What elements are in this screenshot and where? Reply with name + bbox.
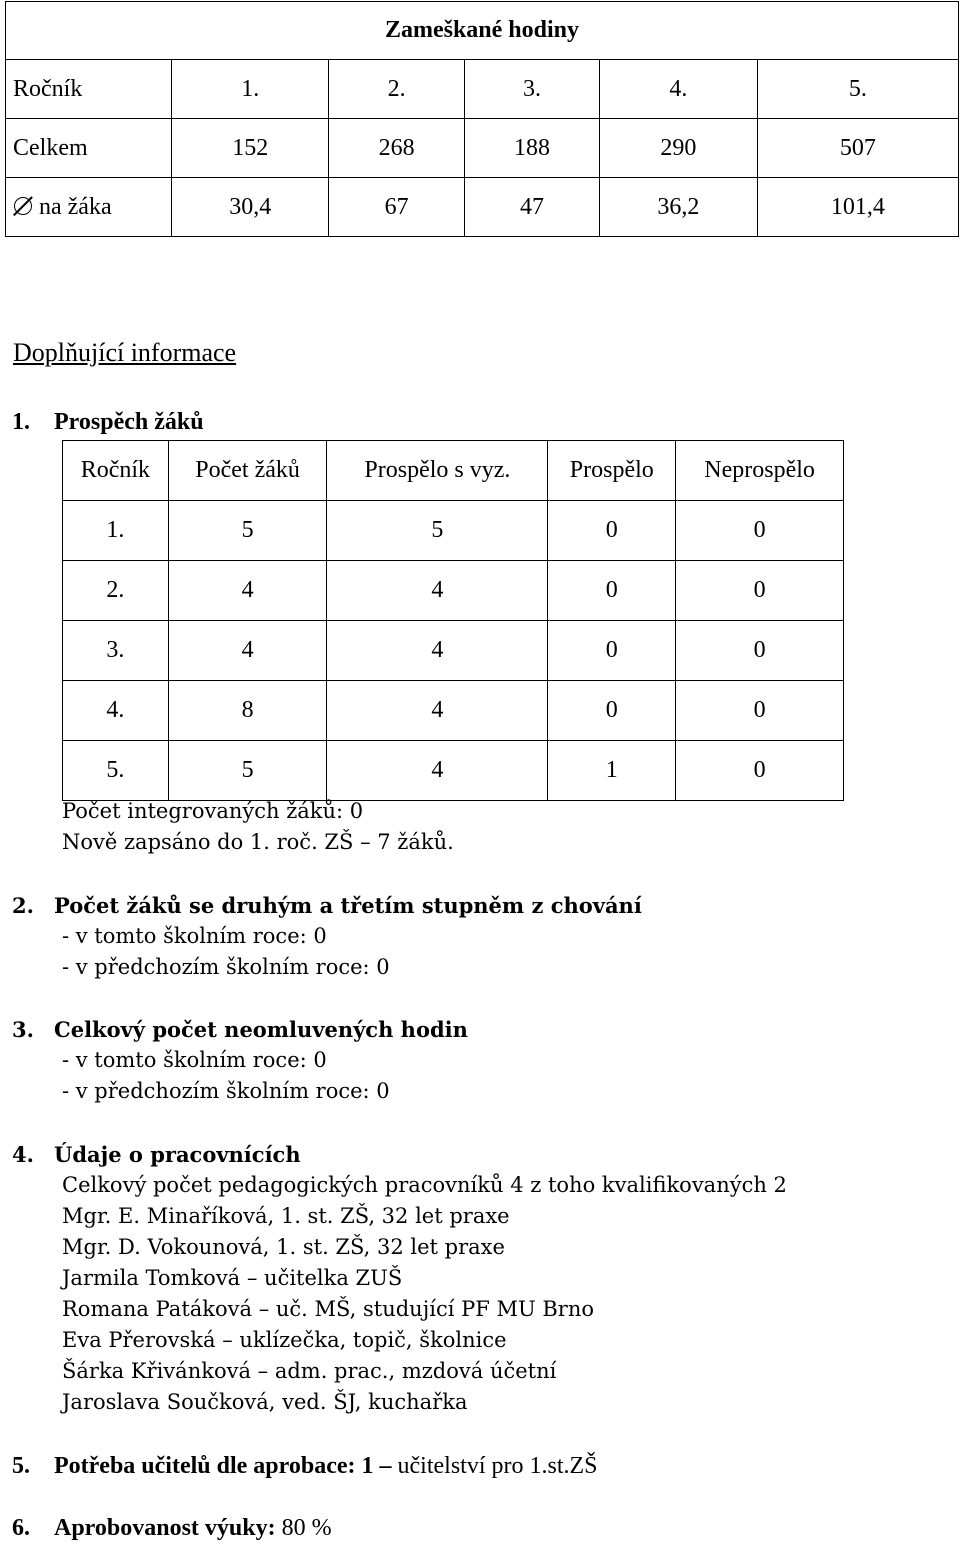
total-label: Celkem: [6, 119, 172, 178]
results-cell: 0: [548, 621, 676, 681]
table-row: [63, 561, 844, 621]
average-cell: 30,4: [172, 178, 329, 237]
section2-line: - v předchozím školním roce: 0: [62, 955, 390, 979]
absences-table: [5, 1, 959, 237]
results-header-cell: Neprospělo: [676, 441, 844, 501]
section2-line: - v tomto školním roce: 0: [62, 924, 327, 948]
grade-header-cell: 5.: [757, 60, 958, 119]
results-cell: 0: [676, 741, 844, 801]
staff-line: Šárka Křivánková – adm. prac., mzdová účetní: [62, 1359, 557, 1383]
results-cell: 1: [548, 741, 676, 801]
section3-line: - v tomto školním roce: 0: [62, 1048, 327, 1072]
grade-header-cell: 3.: [464, 60, 599, 119]
table-row: [63, 741, 844, 801]
results-cell: 0: [676, 561, 844, 621]
section6-number: 6.: [12, 1515, 30, 1541]
staff-line: Romana Patáková – uč. MŠ, studující PF MU Brno: [62, 1297, 594, 1321]
staff-line: Eva Přerovská – uklízečka, topič, školnice: [62, 1328, 507, 1352]
staff-line: Celkový počet pedagogických pracovníků 4 z toho kvalifikovaných 2: [62, 1173, 787, 1197]
section4-number: 4.: [12, 1142, 34, 1167]
results-cell: 0: [548, 561, 676, 621]
results-cell: 8: [168, 681, 327, 741]
section6-heading: [12, 1515, 332, 1542]
section3-heading: [12, 1017, 468, 1042]
table-row: [63, 621, 844, 681]
section3-title: Celkový počet neomluvených hodin: [54, 1017, 468, 1042]
section2-number: 2.: [12, 893, 34, 918]
section1-heading: [12, 409, 204, 436]
average-cell: 101,4: [757, 178, 958, 237]
section2-heading: [12, 893, 642, 918]
average-label: na žáka: [39, 193, 112, 220]
results-table: [62, 440, 844, 801]
section1-title: Prospěch žáků: [54, 409, 204, 435]
staff-line: Mgr. E. Minaříková, 1. st. ZŠ, 32 let praxe: [62, 1204, 510, 1228]
results-cell: 5: [168, 741, 327, 801]
results-cell: 0: [676, 681, 844, 741]
staff-line: Jarmila Tomková – učitelka ZUŠ: [62, 1266, 403, 1290]
average-cell: 47: [464, 178, 599, 237]
average-label-cell: [6, 178, 172, 237]
results-cell: 1.: [63, 501, 169, 561]
results-cell: 4: [168, 621, 327, 681]
results-cell: 5: [168, 501, 327, 561]
results-cell: 4: [327, 561, 548, 621]
grade-header-cell: 2.: [329, 60, 464, 119]
results-cell: 4: [327, 741, 548, 801]
results-cell: 4.: [63, 681, 169, 741]
section5-value: učitelství pro 1.st.ZŠ: [397, 1453, 598, 1479]
section4-title: Údaje o pracovnících: [54, 1142, 301, 1167]
results-header-cell: Počet žáků: [168, 441, 327, 501]
total-cell: 188: [464, 119, 599, 178]
results-cell: 3.: [63, 621, 169, 681]
grade-header-cell: 1.: [172, 60, 329, 119]
section5-number: 5.: [12, 1453, 30, 1479]
results-cell: 4: [327, 621, 548, 681]
info-title: Doplňující informace: [13, 338, 237, 367]
grade-header-label: Ročník: [6, 60, 172, 119]
results-header-cell: Prospělo s vyz.: [327, 441, 548, 501]
average-cell: 67: [329, 178, 464, 237]
total-cell: 507: [757, 119, 958, 178]
integrated-students-note: Počet integrovaných žáků: 0: [62, 799, 364, 823]
results-cell: 5.: [63, 741, 169, 801]
results-header-cell: Ročník: [63, 441, 169, 501]
grade-header-cell: 4.: [600, 60, 757, 119]
section3-number: 3.: [12, 1017, 34, 1042]
enrolled-note: Nově zapsáno do 1. roč. ZŠ – 7 žáků.: [62, 830, 454, 854]
total-cell: 268: [329, 119, 464, 178]
results-cell: 5: [327, 501, 548, 561]
section5-title: Potřeba učitelů dle aprobace: 1 –: [54, 1453, 392, 1479]
average-cell: 36,2: [600, 178, 757, 237]
table-row: [63, 501, 844, 561]
results-cell: 0: [676, 621, 844, 681]
section3-line: - v předchozím školním roce: 0: [62, 1079, 390, 1103]
section1-number: 1.: [12, 409, 30, 435]
results-cell: 2.: [63, 561, 169, 621]
total-cell: 290: [600, 119, 757, 178]
results-cell: 4: [168, 561, 327, 621]
staff-line: Jaroslava Součková, ved. ŠJ, kuchařka: [62, 1390, 468, 1414]
average-symbol-icon: [13, 196, 33, 216]
results-cell: 0: [676, 501, 844, 561]
section4-heading: [12, 1142, 301, 1167]
total-cell: 152: [172, 119, 329, 178]
section6-value: 80 %: [281, 1515, 332, 1541]
section5-heading: [12, 1453, 598, 1480]
results-cell: 4: [327, 681, 548, 741]
results-header-cell: Prospělo: [548, 441, 676, 501]
table-row: [63, 681, 844, 741]
section6-title: Aprobovanost výuky:: [54, 1515, 276, 1541]
results-cell: 0: [548, 681, 676, 741]
staff-line: Mgr. D. Vokounová, 1. st. ZŠ, 32 let praxe: [62, 1235, 505, 1259]
absences-table-title: Zameškané hodiny: [6, 2, 959, 60]
results-cell: 0: [548, 501, 676, 561]
section2-title: Počet žáků se druhým a třetím stupněm z chování: [54, 893, 642, 918]
